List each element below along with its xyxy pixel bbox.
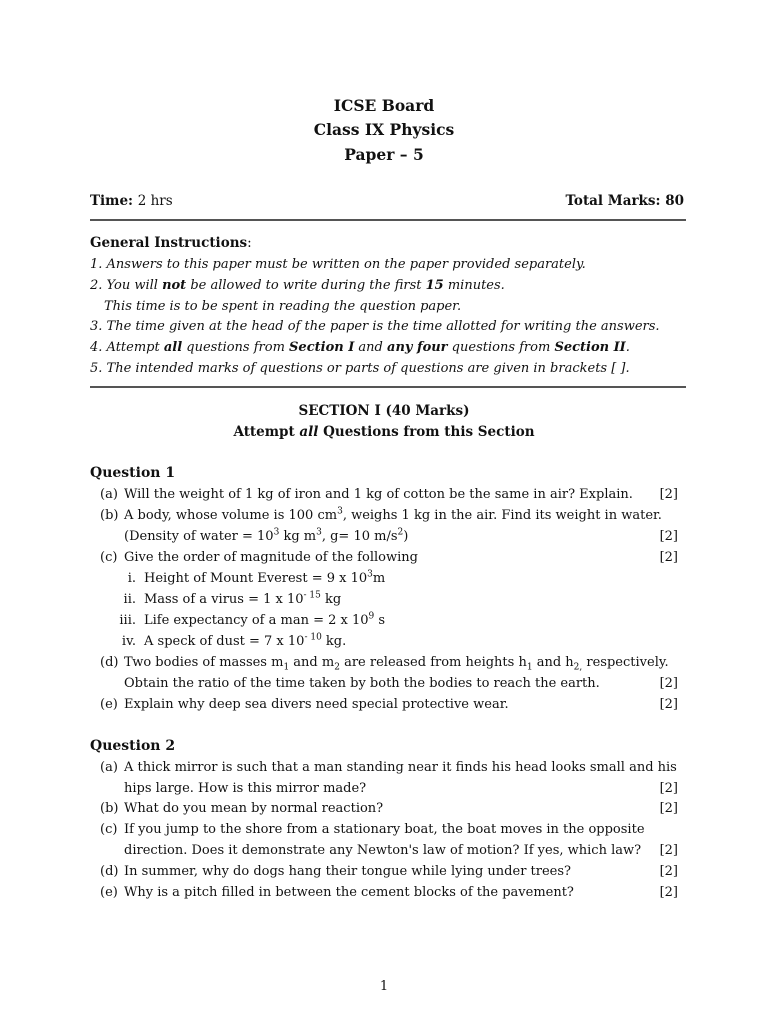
section-subtitle-part: Questions from this Section [318, 424, 535, 440]
superscript: 3 [367, 569, 373, 580]
part-text: In summer, why do dogs hang their tongue while lying under trees? [124, 864, 572, 879]
part-text: kg m [279, 529, 317, 544]
q2-a-marks: [2] [659, 781, 678, 796]
section-subtitle-part: Attempt [233, 424, 300, 440]
q2-part-a-cont: hips large. How is this mirror made? [124, 781, 367, 796]
sub-text: kg. [321, 634, 347, 649]
part-text: A body, whose volume is 100 cm [124, 508, 338, 523]
q2-c-marks: [2] [659, 843, 678, 858]
q2-part-e [100, 885, 678, 900]
superscript: - 15 [303, 590, 321, 601]
instruction-2-cont: This time is to be spent in reading the question paper. [104, 299, 462, 314]
subscript: 2 [334, 662, 340, 673]
instruction-2-emph: 15 [425, 278, 444, 293]
marks-value: 80 [665, 193, 684, 209]
instruction-4-part: . [625, 340, 630, 355]
instruction-3: 3. The time given at the head of the paper is the time allotted for writing the answers. [90, 319, 660, 334]
time-info [90, 193, 173, 209]
time-label: Time: [90, 193, 134, 209]
marks: [2] [659, 487, 678, 502]
part-label: (d) [100, 864, 119, 879]
instructions-colon: : [247, 235, 252, 251]
sub-text: Height of Mount Everest = 9 x 10 [144, 571, 368, 586]
question-2-title: Question 2 [90, 738, 176, 754]
instruction-2 [90, 278, 505, 293]
part-text: (Density of water = 10 [124, 529, 274, 544]
part-label: (b) [100, 801, 119, 816]
paper-title: Paper – 5 [344, 145, 424, 164]
roman-label: iii. [119, 613, 136, 628]
part-text: ) [403, 529, 409, 544]
class-title: Class IX Physics [313, 120, 455, 139]
part-label: (a) [100, 760, 118, 775]
instruction-1: 1. Answers to this paper must be written on the paper provided separately. [90, 257, 586, 272]
sub-text: Mass of a virus = 1 x 10 [144, 592, 304, 607]
q2-part-a [100, 760, 678, 775]
q2-part-c-cont: direction. Does it demonstrate any Newton's law of motion? If yes, which law? [124, 843, 642, 858]
q1-part-d-cont: Obtain the ratio of the time taken by both the bodies to reach the earth. [124, 676, 600, 691]
superscript: 2 [397, 527, 404, 538]
instruction-4-part: questions from [182, 340, 290, 355]
subscript: 1 [283, 662, 290, 673]
marks: [2] [659, 697, 678, 712]
instruction-4-part: 4. Attempt [90, 340, 164, 355]
part-label: (c) [100, 822, 118, 837]
part-text: respectively. [582, 655, 669, 670]
sub-text: Life expectancy of a man = 2 x 10 [144, 613, 369, 628]
instruction-4-emph: Section I [289, 340, 355, 355]
marks-label: Total Marks: [565, 193, 661, 209]
question-1-title: Question 1 [90, 465, 176, 481]
part-text: Will the weight of 1 kg of iron and 1 kg of cotton be the same in air? Explain. [124, 487, 633, 502]
q1-part-e [100, 697, 678, 712]
q1-d-marks: [2] [659, 676, 678, 691]
part-label: (d) [100, 655, 119, 670]
superscript: - 10 [304, 632, 322, 643]
page-number: 1 [379, 979, 389, 994]
instruction-2-part: minutes. [443, 278, 505, 293]
instructions-title [90, 235, 252, 251]
part-label: (e) [100, 885, 118, 900]
q2-part-d [100, 864, 678, 879]
part-label: (a) [100, 487, 118, 502]
divider-instructions [90, 386, 686, 388]
part-text: What do you mean by normal reaction? [124, 801, 384, 816]
superscript: 3 [337, 506, 343, 517]
superscript: 3 [273, 527, 280, 538]
section-subtitle [0, 424, 768, 440]
instruction-5: 5. The intended marks of questions or parts of questions are given in brackets [ ]. [90, 361, 630, 376]
board-title: ICSE Board [333, 96, 435, 115]
marks: [2] [659, 801, 678, 816]
instruction-4-emph: any four [387, 340, 448, 355]
total-marks [565, 193, 684, 209]
sub-text: s [374, 613, 386, 628]
part-text: and m [289, 655, 335, 670]
q1-b-marks: [2] [659, 529, 678, 544]
part-text: If you jump to the shore from a stationary boat, the boat moves in the opposite [124, 822, 645, 837]
sub-text: kg [320, 592, 342, 607]
marks: [2] [659, 864, 678, 879]
superscript: 3 [316, 527, 322, 538]
roman-label: iv. [121, 634, 136, 649]
part-text: are released from heights h [339, 655, 527, 670]
marks: [2] [659, 885, 678, 900]
instruction-2-emph: not [162, 278, 187, 293]
q1-c-ii [112, 592, 341, 607]
section-subtitle-emph: all [299, 424, 319, 440]
part-text: A thick mirror is such that a man standing near it finds his head looks small and his [124, 760, 677, 775]
sub-text: A speck of dust = 7 x 10 [144, 634, 305, 649]
roman-label: i. [127, 571, 136, 586]
q2-part-c [100, 822, 678, 837]
part-text: Why is a pitch filled in between the cement blocks of the pavement? [124, 885, 574, 900]
instruction-2-part: be allowed to write during the first [186, 278, 426, 293]
roman-label: ii. [123, 592, 136, 607]
part-text: Give the order of magnitude of the following [124, 550, 418, 565]
divider-top [90, 219, 686, 221]
q1-part-a [100, 487, 678, 502]
q1-part-b [100, 508, 678, 523]
q1-c-iv [112, 634, 346, 649]
time-value: 2 hrs [137, 193, 173, 209]
instruction-4-part: questions from [447, 340, 555, 355]
q1-part-d [100, 655, 678, 673]
q2-part-b [100, 801, 678, 816]
q1-part-b-cont [124, 529, 408, 544]
q1-part-c [100, 550, 678, 565]
q1-c-iii [112, 613, 385, 628]
sub-text: m [372, 571, 386, 586]
part-label: (c) [100, 550, 118, 565]
marks: [2] [659, 550, 678, 565]
instruction-2-part: 2. You will [90, 278, 163, 293]
instructions-heading: General Instructions [90, 235, 248, 251]
part-text: , weighs 1 kg in the air. Find its weight in water. [342, 508, 662, 523]
part-text: , g= 10 m/s [321, 529, 398, 544]
instruction-4-emph: all [163, 340, 183, 355]
subscript: 1 [526, 662, 533, 673]
part-text: Explain why deep sea divers need special protective wear. [124, 697, 509, 712]
instruction-4-emph: Section II [554, 340, 626, 355]
subscript: 2, [573, 662, 583, 673]
part-text: Two bodies of masses m [124, 655, 284, 670]
instruction-4-part: and [354, 340, 388, 355]
instruction-4 [90, 340, 630, 355]
q1-c-i [112, 571, 385, 586]
superscript: 9 [368, 611, 375, 622]
part-label: (e) [100, 697, 118, 712]
part-label: (b) [100, 508, 119, 523]
part-text: and h [532, 655, 574, 670]
section-title: SECTION I (40 Marks) [298, 403, 470, 419]
